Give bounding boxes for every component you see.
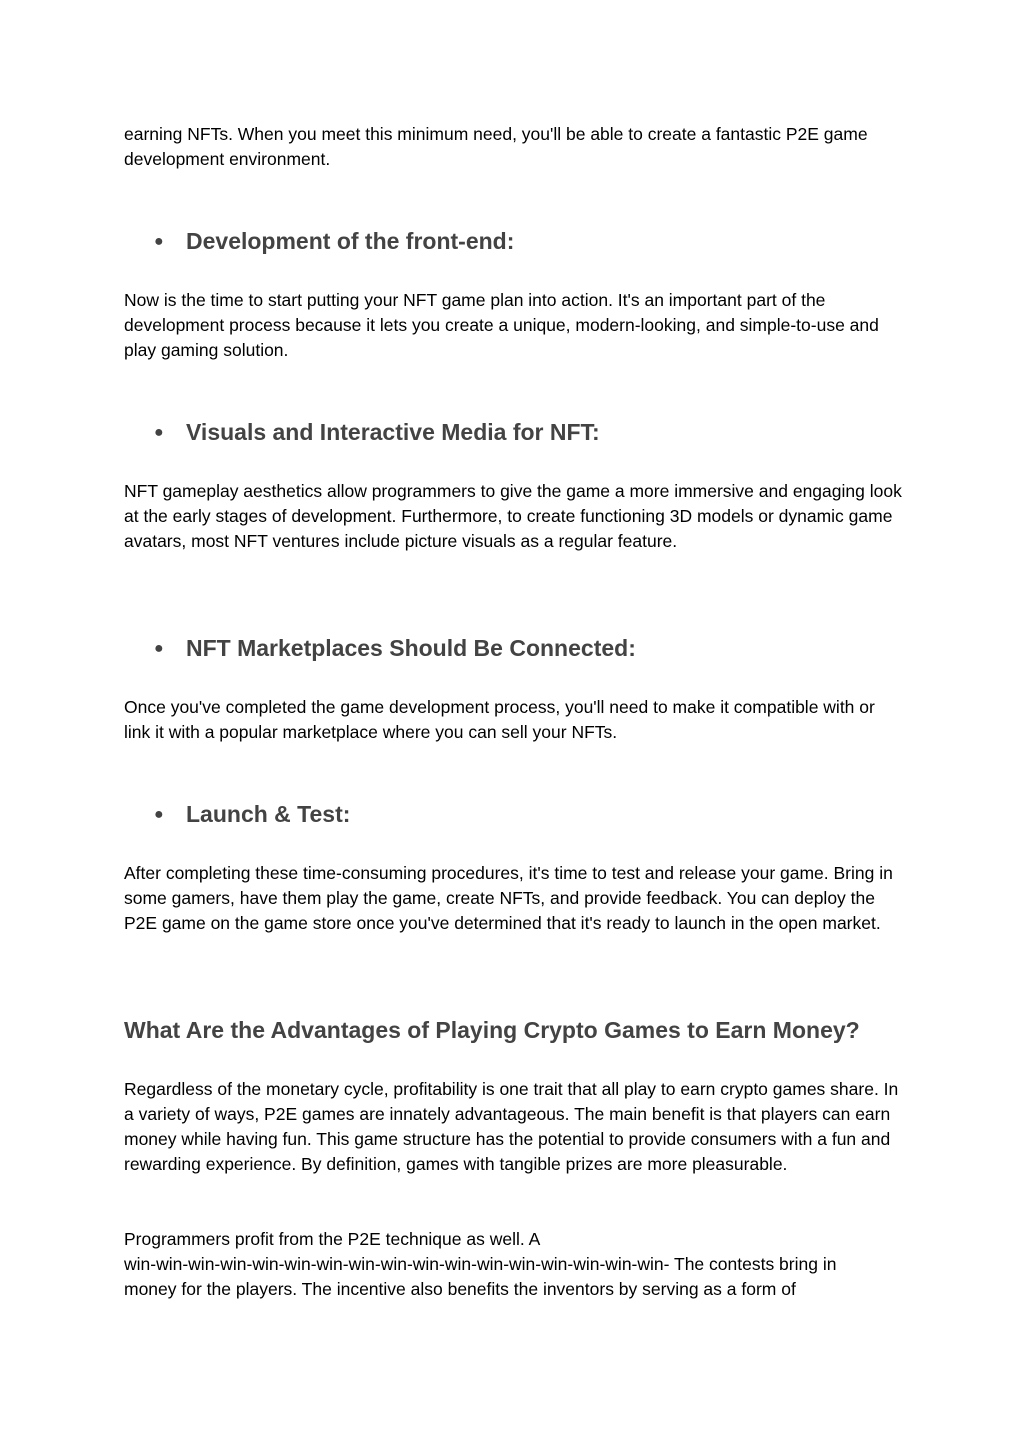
paragraph-line: money for the players. The incentive also benefits the inventors by serving as a form of — [124, 1279, 796, 1299]
paragraph-line: Programmers profit from the P2E technique as well. A — [124, 1229, 541, 1249]
bullet-icon: ● — [154, 640, 164, 657]
bullet-icon: ● — [154, 806, 164, 823]
marketplaces-paragraph: Once you've completed the game development process, you'll need to make it compatible with or link it with a popular marketplace where you can sell your NFTs. — [124, 697, 875, 742]
intro-paragraph: earning NFTs. When you meet this minimum need, you'll be able to create a fantastic P2E game development environment. — [124, 124, 868, 169]
bullet-heading-visuals — [154, 417, 600, 448]
front-end-paragraph: Now is the time to start putting your NFT game plan into action. It's an important part of the development process because it lets you create a unique, modern-looking, and simple-to-use and play gaming solution. — [124, 290, 879, 360]
bullet-icon: ● — [154, 233, 164, 250]
bullet-heading-marketplaces — [154, 633, 636, 664]
heading-text: Visuals and Interactive Media for NFT: — [186, 419, 600, 445]
heading-text: Launch & Test: — [186, 801, 351, 827]
paragraph-line: win-win-win-win-win-win-win-win-win-win-win-win-win-win-win-win-win- The contests bring in — [124, 1254, 837, 1274]
heading-text: Development of the front-end: — [186, 228, 515, 254]
visuals-paragraph: NFT gameplay aesthetics allow programmers to give the game a more immersive and engaging look at the early stages of development. Furthermore, to create functioning 3D models or dynamic game avatars, most NFT ventures include picture visuals as a regular feature. — [124, 481, 902, 551]
bullet-icon: ● — [154, 424, 164, 441]
heading-text: NFT Marketplaces Should Be Connected: — [186, 635, 636, 661]
bullet-heading-launch — [154, 799, 350, 830]
advantages-paragraph-1: Regardless of the monetary cycle, profitability is one trait that all play to earn crypto games share. In a variety of ways, P2E games are innately advantageous. The main benefit is that players can earn money while having fun. This game structure has the potential to provide consumers with a fun and rewarding experience. By definition, games with tangible prizes are more pleasurable. — [124, 1079, 899, 1174]
launch-paragraph: After completing these time-consuming procedures, it's time to test and release your game. Bring in some gamers, have them play the game, create NFTs, and provide feedback. You can deploy the P2E game on the game store once you've determined that it's ready to launch in the open market. — [124, 863, 893, 933]
advantages-paragraph-2 — [124, 1227, 904, 1302]
bullet-heading-front-end — [154, 226, 514, 257]
advantages-heading: What Are the Advantages of Playing Crypto Games to Earn Money? — [124, 1017, 860, 1043]
